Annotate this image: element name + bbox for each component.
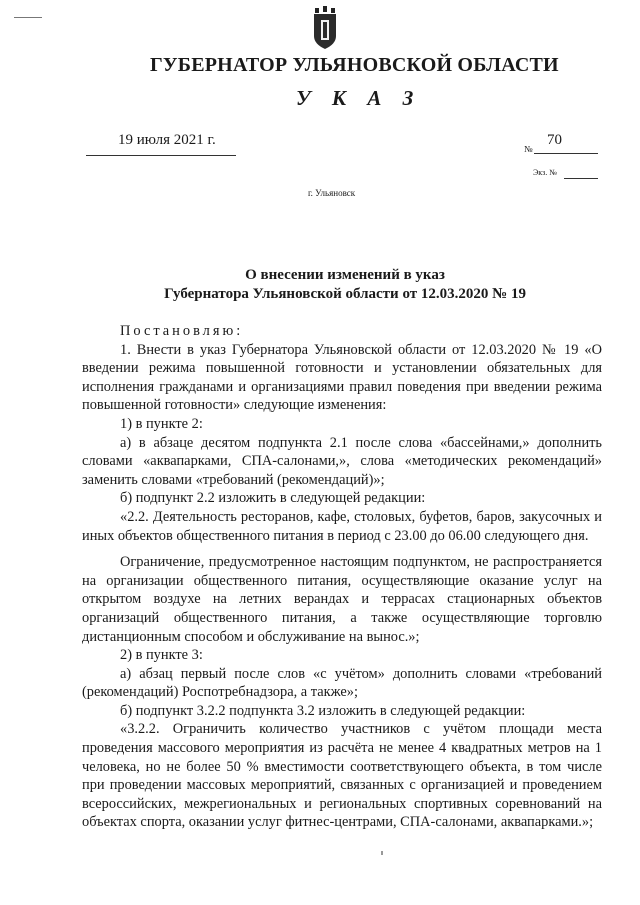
document-type: У К А З bbox=[296, 86, 422, 110]
paragraph: 1) в пункте 2: bbox=[120, 415, 203, 432]
paragraph: б) подпункт 2.2 изложить в следующей редакции: bbox=[120, 490, 426, 507]
document-number: 70 bbox=[547, 132, 562, 148]
number-sign: № bbox=[524, 144, 533, 154]
page-dot bbox=[381, 851, 383, 855]
paragraph: «2.2. Деятельность ресторанов, кафе, столовых, буфетов, баров, закусочных и иных объектов общественного питания в период с 23.00 до 06.00 следующего дня. bbox=[82, 508, 602, 544]
coat-of-arms-icon bbox=[312, 6, 338, 50]
paragraph: а) абзац первый после слов «с учётом» дополнить словами «требований (рекомендаций) Роспотребнадзора, а также»; bbox=[82, 665, 602, 701]
paragraph: «3.2.2. Ограничить количество участников с учётом площади места проведения массового мероприятия из расчёта не менее 4 квадратных метров на 1 человека, но не более 50 % вместимости соответствующего объекта, в том числе при проведении массовых мероприятий, связанных с организацией и проведением всероссийских, межрегиональных и региональных спортивных соревнований на объектах спорта, оказании услуг фитнес-центрами, СПА-салонами, аквапарками.»; bbox=[82, 721, 602, 831]
document-body bbox=[82, 322, 602, 832]
paragraph: 2) в пункте 3: bbox=[120, 647, 203, 664]
copy-number-label: Экз. № bbox=[533, 168, 557, 177]
document-date: 19 июля 2021 г. bbox=[118, 132, 216, 148]
corner-mark bbox=[14, 17, 42, 18]
title-line-2: Губернатора Ульяновской области от 12.03.2020 № 19 bbox=[164, 286, 526, 302]
title-line-1: О внесении изменений в указ bbox=[245, 267, 445, 283]
city: г. Ульяновск bbox=[308, 188, 356, 198]
paragraph: 1. Внести в указ Губернатора Ульяновской области от 12.03.2020 № 19 «О введении режима повышенной готовности и установлении обязательных для исполнения гражданами и организациями правил поведения при введении режима повышенной готовности» следующие изменения: bbox=[82, 341, 602, 414]
copy-number-line bbox=[564, 178, 598, 179]
document-title bbox=[100, 266, 590, 304]
paragraph: Ограничение, предусмотренное настоящим подпунктом, не распространяется на организации общественного питания, осуществляющие оказание услуг на открытом воздухе на летних верандах и террасах стационарных объектов организаций общественного питания, а также осуществляющие торговлю дистанционным способом и обслуживание на вынос.»; bbox=[82, 554, 602, 645]
issuing-authority: ГУБЕРНАТОР УЛЬЯНОВСКОЙ ОБЛАСТИ bbox=[150, 54, 559, 76]
number-underline bbox=[534, 153, 598, 154]
paragraph: а) в абзаце десятом подпункта 2.1 после слова «бассейнами,» дополнить словами «аквапарками, СПА-салонами,», слова «методических рекомендаций» заменить словами «требований (рекомендаций)»; bbox=[82, 434, 602, 488]
paragraph: б) подпункт 3.2.2 подпункта 3.2 изложить в следующей редакции: bbox=[120, 702, 526, 719]
date-underline bbox=[86, 155, 236, 156]
resolve-line: Постановляю: bbox=[120, 323, 244, 339]
